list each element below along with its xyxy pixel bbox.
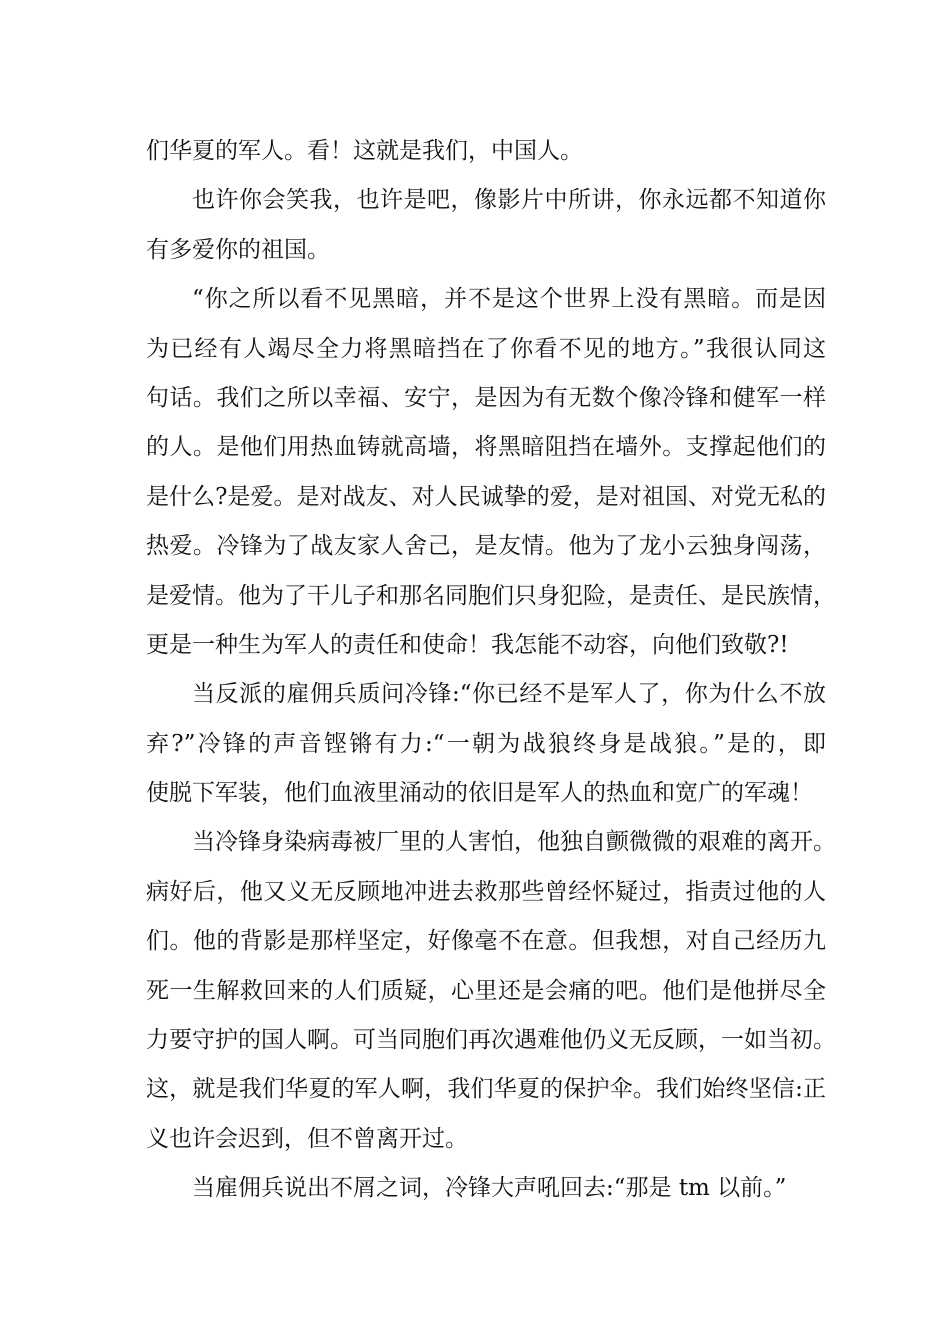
text-line: 的人。是他们用热血铸就高墙，将黑暗阻挡在墙外。支撑起他们的: [146, 434, 826, 461]
text-line: 是什么?是爱。是对战友、对人民诚挚的爱，是对祖国、对党无私的: [146, 483, 826, 510]
text-line: 弃?”冷锋的声音铿锵有力:“一朝为战狼终身是战狼。”是的，即: [146, 730, 826, 757]
text-line: 有多爱你的祖国。: [146, 236, 330, 263]
paragraph-first-line: 当雇佣兵说出不屑之词，冷锋大声吼回去:“那是 tm 以前。”: [192, 1175, 787, 1202]
text-line: 这，就是我们华夏的军人啊，我们华夏的保护伞。我们始终坚信:正: [146, 1076, 826, 1103]
paragraph-first-line: 当反派的雇佣兵质问冷锋:“你已经不是军人了，你为什么不放: [192, 681, 826, 708]
text-line: 义也许会迟到，但不曾离开过。: [146, 1125, 468, 1152]
text-line: 句话。我们之所以幸福、安宁，是因为有无数个像冷锋和健军一样: [146, 384, 826, 411]
text-line: 病好后，他又义无反顾地冲进去救那些曾经怀疑过，指责过他的人: [146, 878, 826, 905]
text-line: 为已经有人竭尽全力将黑暗挡在了你看不见的地方。”我很认同这: [146, 335, 826, 362]
paragraph-first-line: 当冷锋身染病毒被厂里的人害怕，他独自颤微微的艰难的离开。: [192, 829, 836, 856]
text-line: 力要守护的国人啊。可当同胞们再次遇难他仍义无反顾，一如当初。: [146, 1027, 836, 1054]
text-line: 们。他的背影是那样坚定，好像毫不在意。但我想，对自己经历九: [146, 928, 826, 955]
paragraph-first-line: “你之所以看不见黑暗，并不是这个世界上没有黑暗。而是因: [192, 286, 826, 313]
text-line: 死一生解救回来的人们质疑，心里还是会痛的吧。他们是他拼尽全: [146, 977, 826, 1004]
text-line: 是爱情。他为了干儿子和那名同胞们只身犯险，是责任、是民族情，: [146, 582, 836, 609]
text-line: 们华夏的军人。看！这就是我们，中国人。: [146, 138, 583, 164]
paragraph-first-line: 也许你会笑我，也许是吧，像影片中所讲，你永远都不知道你: [192, 187, 826, 214]
text-line: 热爱。冷锋为了战友家人舍己，是友情。他为了龙小云独身闯荡，: [146, 533, 826, 560]
text-line: 使脱下军装，他们血液里涌动的依旧是军人的热血和宽广的军魂！: [146, 780, 813, 807]
text-line: 更是一种生为军人的责任和使命！我怎能不动容，向他们致敬?!: [146, 631, 789, 658]
body-text: [146, 127, 836, 1214]
